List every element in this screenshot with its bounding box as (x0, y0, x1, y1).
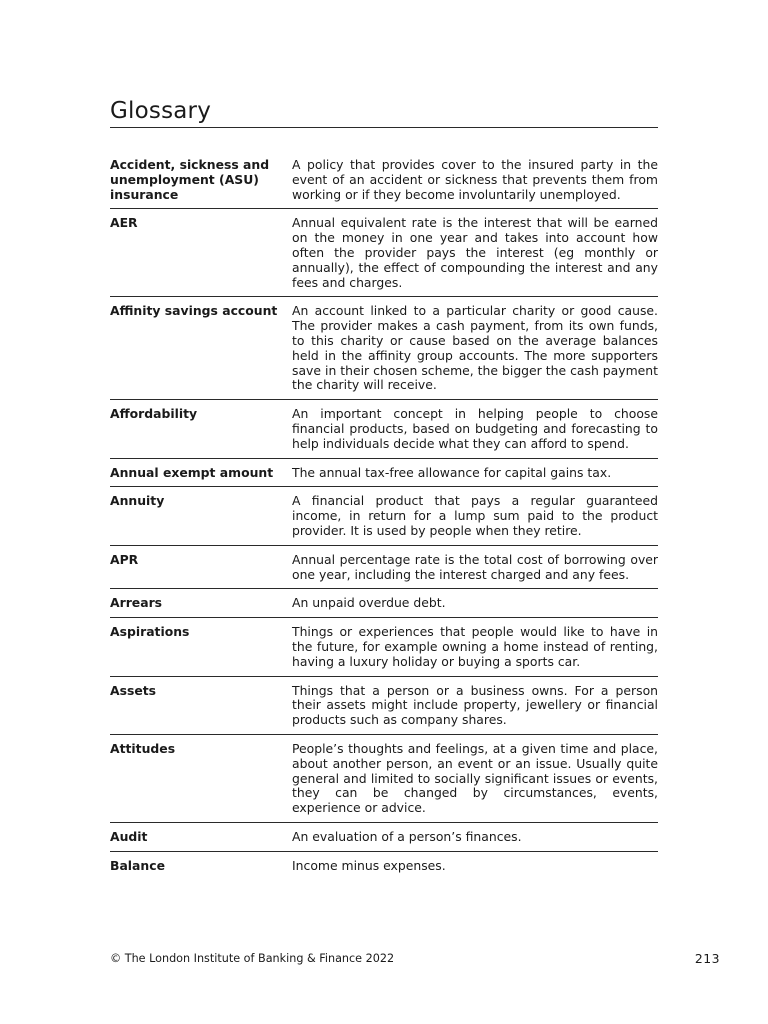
glossary-definition: A financial product that pays a regular guaranteed income, in return for a lump sum paid to the product provider. It is used by people when they retire. (292, 493, 658, 538)
glossary-entry (110, 859, 658, 880)
glossary-term: Balance (110, 857, 165, 873)
glossary-entry (110, 304, 658, 400)
glossary-term: Audit (110, 828, 148, 844)
glossary-definition: Income minus expenses. (292, 857, 446, 873)
glossary-entry (110, 830, 658, 852)
glossary-term: Attitudes (110, 740, 176, 756)
glossary-term: Accident, sickness and unemployment (ASU) insurance (110, 157, 270, 202)
glossary-term: Arrears (110, 595, 163, 611)
glossary-term: Aspirations (110, 624, 190, 640)
glossary-definition: A policy that provides cover to the insured party in the event of an accident or sickness that prevents them from working or if they become involuntarily unemployed. (292, 157, 658, 202)
glossary-definition: Things that a person or a business owns. For a person their assets might include property, jewellery or financial products such as company shares. (292, 682, 658, 728)
glossary-entry (110, 553, 658, 590)
page-title: Glossary (110, 96, 658, 128)
glossary-term: Annual exempt amount (110, 464, 274, 480)
glossary-entry (110, 216, 658, 297)
glossary-entry (110, 596, 658, 618)
glossary-entry (110, 684, 658, 735)
glossary-entry (110, 494, 658, 545)
glossary-entry (110, 158, 658, 209)
glossary-definition: Annual percentage rate is the total cost of borrowing over one year, including the interest charged and any fees. (292, 551, 658, 582)
glossary-term: APR (110, 551, 139, 567)
footer-copyright: © The London Institute of Banking & Finance 2022 (110, 952, 395, 965)
glossary-definition: The annual tax-free allowance for capital gains tax. (292, 464, 612, 480)
glossary-entry (110, 407, 658, 458)
glossary-entry (110, 625, 658, 676)
glossary-definition: Things or experiences that people would like to have in the future, for example owning a home instead of renting, having a luxury holiday or buying a sports car. (292, 624, 658, 669)
glossary-definition: An evaluation of a person’s finances. (292, 828, 522, 844)
glossary-term: Affinity savings account (110, 303, 278, 319)
glossary-definition: Annual equivalent rate is the interest that will be earned on the money in one year and takes into account how often the provider pays the interest (eg monthly or annually), the effect of compounding the interest and any fees and charges. (292, 215, 658, 290)
glossary-definition: An unpaid overdue debt. (292, 595, 446, 611)
glossary-definition: An important concept in helping people to choose financial products, based on budgeting and forecasting to help individuals decide what they can afford to spend. (292, 406, 658, 451)
glossary-list (110, 158, 658, 886)
page-number: 213 (694, 951, 720, 966)
glossary-entry (110, 742, 658, 823)
glossary-definition: People’s thoughts and feelings, at a given time and place, about another person, an event or an issue. Usually quite general and limited to socially significant issues or events, they can be changed by circumstances, events, experience or advice. (292, 740, 658, 816)
glossary-entry (110, 466, 658, 488)
glossary-term: Assets (110, 682, 157, 698)
glossary-definition: An account linked to a particular charity or good cause. The provider makes a cash payment, from its own funds, to this charity or cause based on the average balances held in the affinity group accounts. The more supporters save in their chosen scheme, the bigger the cash payment the charity will receive. (292, 303, 658, 393)
glossary-term: Annuity (110, 493, 165, 509)
glossary-term: AER (110, 215, 138, 231)
glossary-term: Affordability (110, 406, 198, 422)
